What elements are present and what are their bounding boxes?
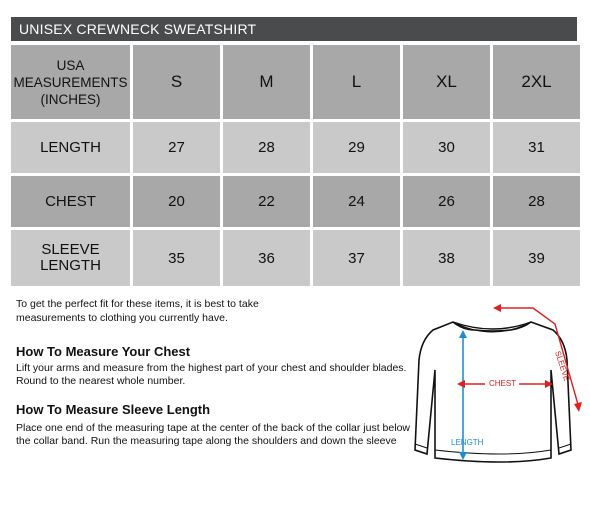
row-label-length: LENGTH — [11, 122, 130, 173]
chest-line-2: Round to the nearest whole number. — [16, 375, 186, 387]
sleeve-heading: How To Measure Sleeve Length — [16, 402, 211, 417]
sleeve-line-2: the collar band. Run the measuring tape along the shoulders and down the sleeve — [16, 435, 397, 447]
size-header-l: L — [313, 45, 400, 119]
sweatshirt-diagram — [405, 300, 585, 480]
sleeve-line-1: Place one end of the measuring tape at the center of the back of the collar just below — [16, 422, 410, 434]
sleeve-label-line-1: SLEEVE — [41, 241, 100, 258]
size-header-m: M — [223, 45, 310, 119]
size-header-2xl: 2XL — [493, 45, 580, 119]
intro-line-1: To get the perfect fit for these items, it is best to take — [16, 298, 259, 310]
page-title: UNISEX CREWNECK SWEATSHIRT — [11, 17, 577, 41]
table-cell: 29 — [313, 122, 400, 173]
corner-line-2: MEASUREMENTS — [13, 74, 128, 90]
corner-line-1: USA — [56, 57, 85, 73]
table-cell: 26 — [403, 176, 490, 227]
intro-text — [16, 297, 266, 325]
sleeve-instructions — [16, 422, 410, 448]
chest-line-1: Lift your arms and measure from the highest part of your chest and shoulder blades. — [16, 362, 407, 374]
table-cell: 27 — [133, 122, 220, 173]
row-label-sleeve-length — [11, 230, 130, 286]
table-cell: 31 — [493, 122, 580, 173]
corner-line-3: (INCHES) — [40, 91, 101, 107]
chest-instructions — [16, 362, 406, 388]
table-cell: 20 — [133, 176, 220, 227]
table-cell: 28 — [223, 122, 310, 173]
sleeve-label: SLEEVE — [553, 349, 572, 383]
table-cell: 30 — [403, 122, 490, 173]
table-cell: 35 — [133, 230, 220, 286]
table-cell: 28 — [493, 176, 580, 227]
chest-label: CHEST — [489, 379, 517, 388]
size-header-s: S — [133, 45, 220, 119]
sleeve-arrow-start-head — [493, 304, 501, 312]
table-cell: 24 — [313, 176, 400, 227]
table-cell: 38 — [403, 230, 490, 286]
intro-line-2: measurements to clothing you currently have. — [16, 312, 228, 324]
size-chart-table — [11, 45, 577, 289]
table-corner-header — [11, 45, 130, 119]
table-cell: 22 — [223, 176, 310, 227]
sweatshirt-outline — [415, 322, 571, 462]
table-cell: 37 — [313, 230, 400, 286]
length-label: LENGTH — [451, 438, 484, 447]
size-header-xl: XL — [403, 45, 490, 119]
table-cell: 36 — [223, 230, 310, 286]
sleeve-arrow-end-head — [574, 402, 582, 412]
table-cell: 39 — [493, 230, 580, 286]
sleeve-label-line-2: LENGTH — [40, 257, 101, 274]
row-label-chest: CHEST — [11, 176, 130, 227]
chest-heading: How To Measure Your Chest — [16, 344, 191, 359]
